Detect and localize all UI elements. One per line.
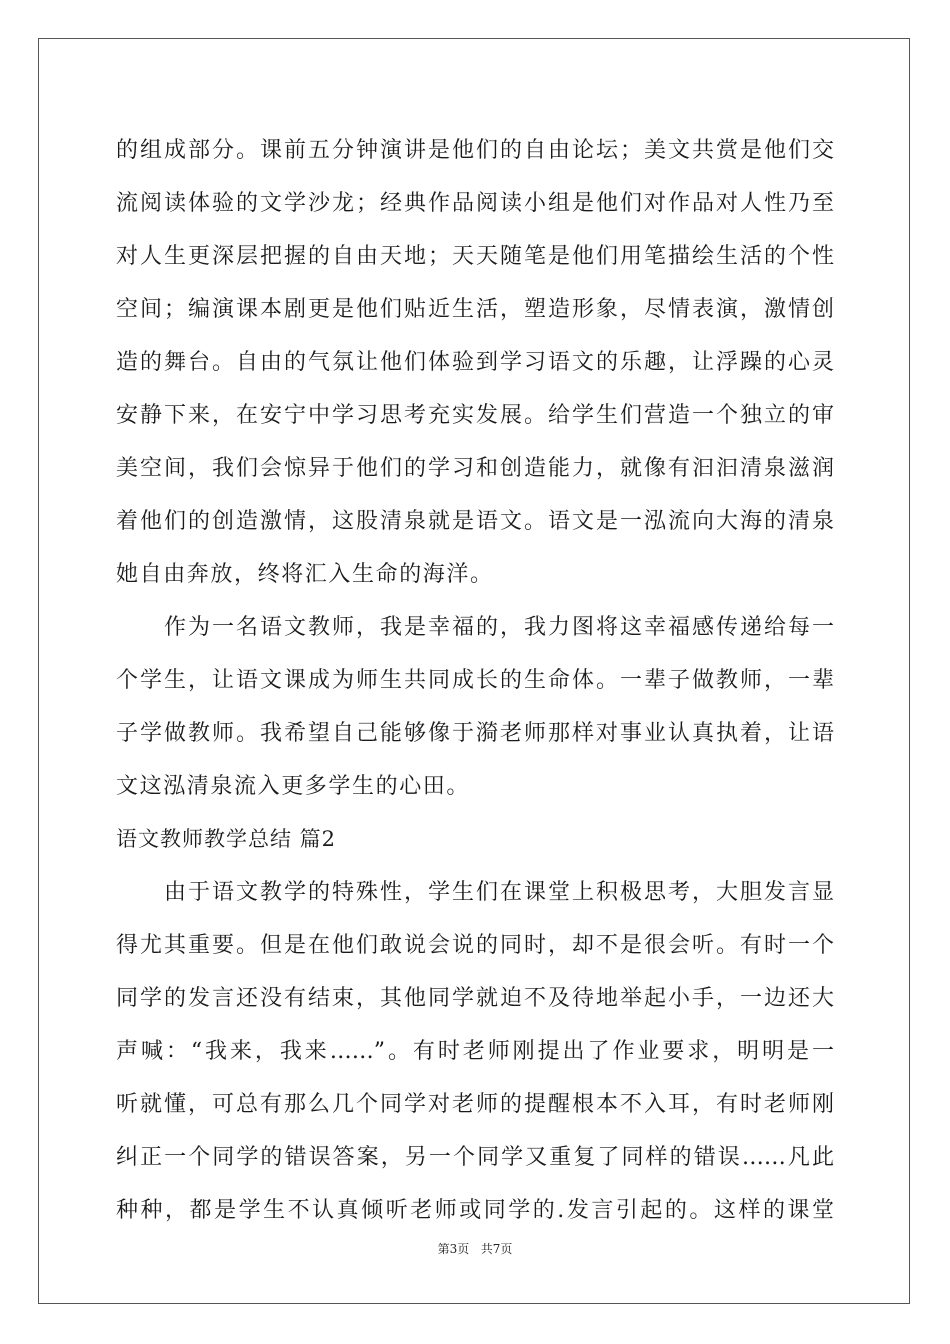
paragraph-line: 种种，都是学生不认真倾听老师或同学的.发言引起的。这样的课堂	[116, 1198, 834, 1223]
paragraph-line: 由于语文教学的特殊性，学生们在课堂上积极思考，大胆发言显	[164, 880, 834, 905]
page-footer	[0, 1240, 950, 1257]
paragraph-line: 子学做教师。我希望自己能够像于漪老师那样对事业认真执着，让语	[116, 721, 834, 746]
paragraph-line: 对人生更深层把握的自由天地；天天随笔是他们用笔描绘生活的个性	[116, 244, 834, 269]
paragraph-line: 空间；编演课本剧更是他们贴近生活，塑造形象，尽情表演，激情创	[116, 297, 834, 322]
paragraph-line: 安静下来，在安宁中学习思考充实发展。给学生们营造一个独立的审	[116, 403, 834, 428]
page-total: 共7页	[480, 1242, 513, 1256]
document-body	[116, 124, 834, 1237]
paragraph-line: 美空间，我们会惊异于他们的学习和创造能力，就像有汩汩清泉滋润	[116, 456, 834, 481]
paragraph-line: 造的舞台。自由的气氛让他们体验到学习语文的乐趣，让浮躁的心灵	[116, 350, 834, 375]
paragraph-line: 作为一名语文教师，我是幸福的，我力图将这幸福感传递给每一	[164, 615, 834, 640]
paragraph-line: 流阅读体验的文学沙龙；经典作品阅读小组是他们对作品对人性乃至	[116, 191, 834, 216]
paragraph-line: 的组成部分。课前五分钟演讲是他们的自由论坛；美文共赏是他们交	[116, 138, 834, 163]
paragraph-line: 她自由奔放，终将汇入生命的海洋。	[116, 562, 494, 587]
paragraph-line: 着他们的创造激情，这股清泉就是语文。语文是一泓流向大海的清泉	[116, 509, 834, 534]
paragraph-line: 文这泓清泉流入更多学生的心田。	[116, 774, 471, 799]
paragraph-line: 个学生，让语文课成为师生共同成长的生命体。一辈子做教师，一辈	[116, 668, 834, 693]
paragraph-line: 同学的发言还没有结束，其他同学就迫不及待地举起小手，一边还大	[116, 986, 834, 1011]
page-number: 第3页	[437, 1242, 470, 1256]
paragraph-line: 听就懂，可总有那么几个同学对老师的提醒根本不入耳，有时老师刚	[116, 1092, 834, 1117]
paragraph-line: 声喊：“我来，我来……”。有时老师刚提出了作业要求，明明是一	[116, 1039, 834, 1064]
paragraph-line: 得尤其重要。但是在他们敢说会说的同时，却不是很会听。有时一个	[116, 933, 834, 958]
section-heading: 语文教师教学总结 篇2	[116, 827, 337, 851]
paragraph-line: 纠正一个同学的错误答案，另一个同学又重复了同样的错误……凡此	[116, 1145, 834, 1170]
